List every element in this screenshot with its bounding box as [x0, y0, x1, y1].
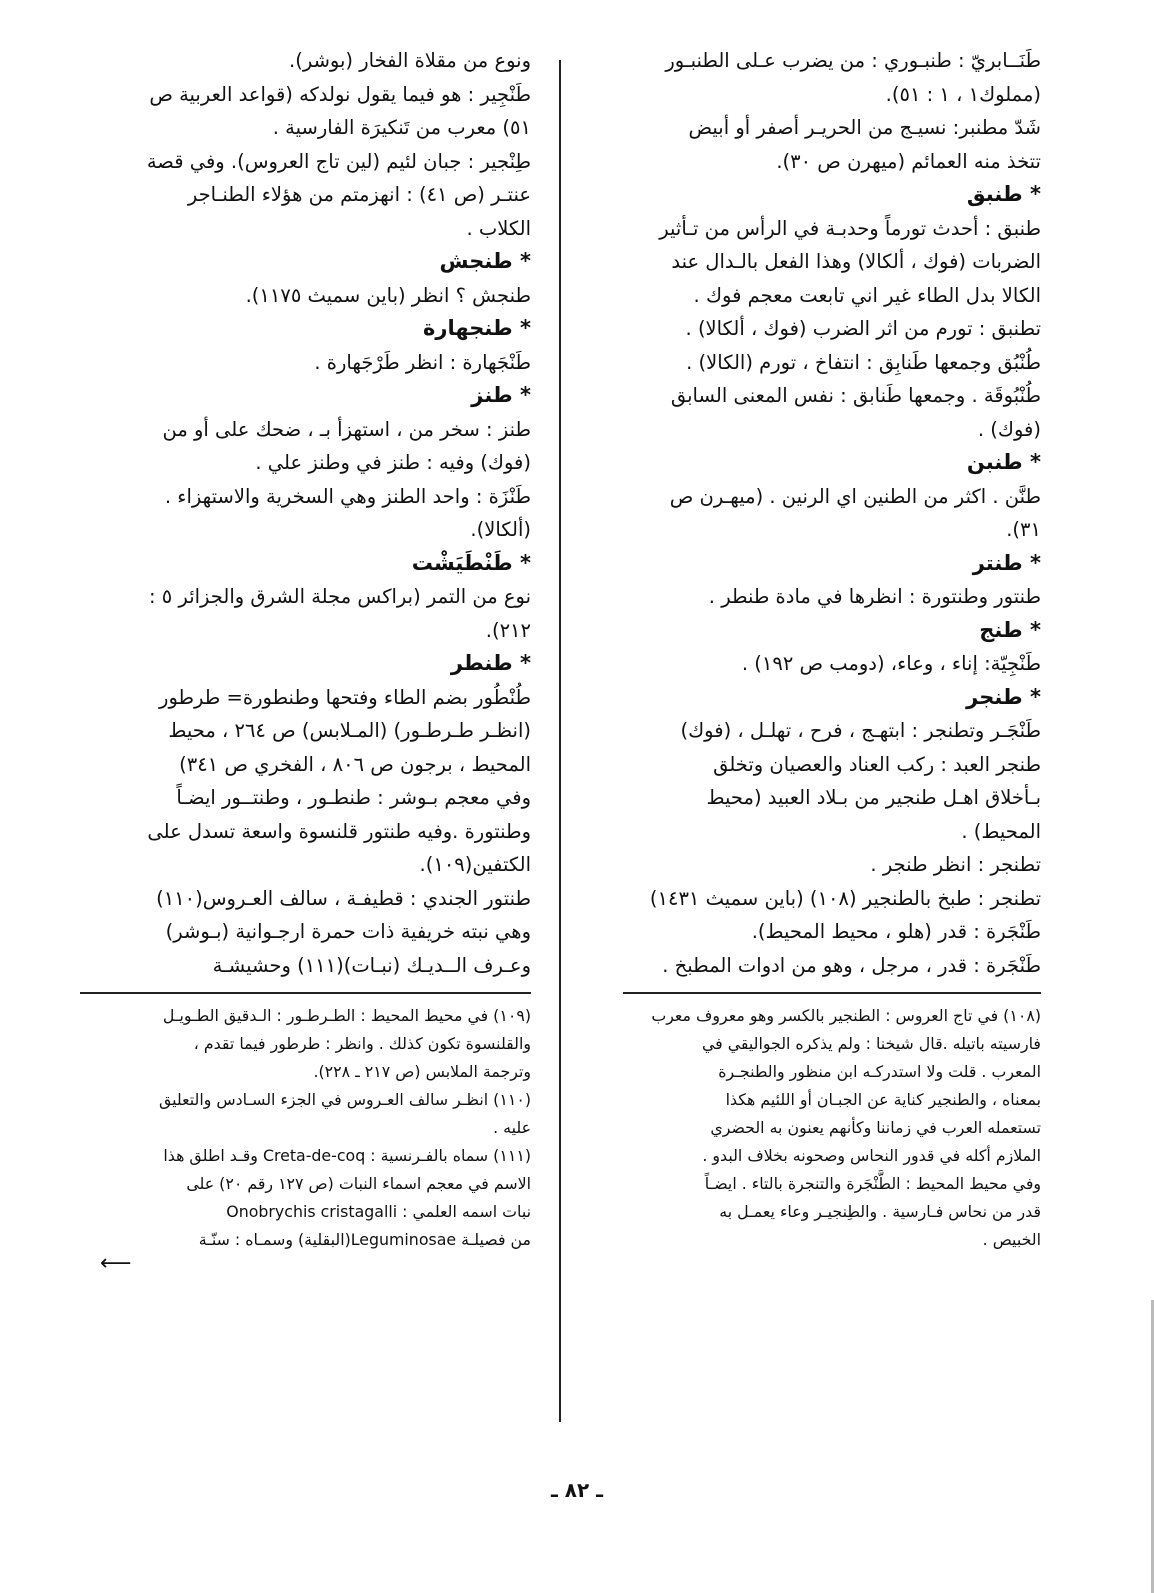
entry-heading: * طنز: [471, 383, 531, 407]
footnote-line: (١١٠) انظـر سالف العـروس في الجزء السـادس والتعليق: [158, 1090, 531, 1109]
entry-heading: * طنج: [979, 617, 1041, 642]
text-line: طَنْجَرة : قدر (هلو ، محيط المحيط).: [751, 920, 1041, 943]
column-divider: [559, 60, 561, 1422]
text-line: (انظـر طـرطـور) (المـلابس) ص ٢٦٤ ، محيط: [168, 719, 531, 742]
entry-heading: * طَنْطَيَشْت: [411, 550, 531, 575]
footnote-line: قدر من نحاس فـارسية . والطِنجيـر وعاء يعمـل به: [719, 1202, 1041, 1221]
text-line: طَنْجَـر وتطنجر : ابتهـج ، فرح ، تهلـل ، (فوك): [680, 719, 1041, 742]
left-column: [80, 44, 531, 1274]
text-line: طَنْجَهارة : انظر طَرْجَهارة .: [314, 350, 531, 374]
footnote-line: الاسم في معجم اسماء النبات (ص ١٢٧ رقم ٢٠) على: [186, 1174, 531, 1193]
entry-heading: * طنبق: [966, 182, 1041, 206]
text-line: المحيط) .: [961, 819, 1041, 843]
text-line: طنز : سخر من ، استهزأ بـ ، ضحك على أو من: [162, 417, 531, 441]
text-line: وهي نبته خريفية ذات حمرة ارجـوانية (بـوشر): [165, 920, 531, 943]
footnote-line: تستعمله العرب في زماننا وكأنهم يعنون به الحضري: [710, 1118, 1041, 1137]
footnote-line: والقلنسوة تكون كذلك . وانظر : طرطور فيما تقدم ،: [193, 1034, 531, 1053]
entry-heading: * طنتر: [972, 550, 1041, 575]
footnote-separator: [80, 992, 531, 994]
text-line: (مملوك١ ، ١ : ٥١).: [885, 82, 1041, 106]
footnote-line: عليه .: [493, 1118, 531, 1137]
text-line: المحيط ، برجون ص ٨٠٦ ، الفخري ص ٣٤١): [179, 752, 531, 776]
text-line: تطنبق : تورم من اثر الضرب (فوك ، ألكالا) .: [685, 317, 1041, 340]
text-line: طَنْجِيّة: إناء ، وعاء، (دومب ص ١٩٢) .: [741, 652, 1041, 675]
footnote-line: الملازم أكله في قدور النحاس وصحونه بخلاف البدو .: [702, 1146, 1041, 1165]
entry-heading: * طنبن: [966, 450, 1041, 474]
text-line: طُنْبُق وجمعها طَنابِق : انتفاخ ، تورم (الكالا) .: [686, 350, 1041, 374]
entry-heading: * طنجهارة: [422, 316, 531, 340]
footnote-line: (١٠٨) في تاج العروس : الطنجير بالكسر وهو معروف معرب: [651, 1006, 1041, 1025]
text-line: شَدّ مطنبر: نسيـج من الحريـر أصفر أو أبيض: [688, 116, 1041, 139]
text-line: طِنْجير : جبان لئيم (لين تاج العروس). وفي قصة: [146, 149, 531, 173]
text-line: بـأخلاق اهـل طنجير من بـلاد العبيد (محيط: [706, 786, 1041, 809]
footnote-line: (١٠٩) في محيط المحيط : الطـرطـور : الـدقيق الطـويـل: [162, 1006, 531, 1025]
footnote-line: من فصيلـة Leguminosae(البقلية) وسمـاه : سنّـة: [198, 1230, 531, 1249]
text-line: (فوك) وفيه : طنز في وطنز علي .: [255, 451, 531, 474]
text-line: الكلاب .: [466, 216, 531, 240]
text-line: الكالا بدل الطاء غير اني تابعت معجم فوك .: [693, 283, 1041, 307]
entry-heading: * طنجر: [966, 684, 1041, 709]
footnote-line: المعرب . قلت ولا استدركـه ابن منظور والطنجـرة: [718, 1062, 1041, 1081]
text-line: طَنْجِير : هو فيما يقول نولدكه (قواعد العربية ص: [149, 82, 531, 106]
footnote-line: فارسيته باتيله .قال شيخنا : ولم يذكره الجواليقي في: [701, 1034, 1041, 1053]
text-line: طنجر العبد : ركب العناد والعصيان وتخلق: [713, 752, 1041, 776]
footnote-line: وترجمة الملابس (ص ٢١٧ ـ ٢٢٨).: [313, 1062, 531, 1081]
text-line: الضربات (فوك ، ألكالا) وهذا الفعل بالـدال عند: [671, 250, 1041, 273]
text-line: ٥١) معرب من تَنكيرَة الفارسية .: [272, 116, 531, 139]
text-line: تطنجر : انظر طنجر .: [870, 853, 1041, 876]
left-column-entries: [80, 44, 531, 982]
text-line: تتخذ منه العمائم (ميهرن ص ٣٠).: [776, 149, 1041, 173]
page-number: ـ ٨٢ ـ: [550, 1478, 604, 1502]
entry-heading: * طنطر: [450, 651, 531, 675]
text-line: طَنْجَرة : قدر ، مرجل ، وهو من ادوات المطبخ .: [662, 953, 1041, 977]
text-line: ٣١).: [1006, 518, 1041, 541]
right-column-entries: [605, 44, 1041, 982]
text-line: تطنجر : طبخ بالطنجير (١٠٨) (باين سميث ١٤٣١): [649, 886, 1041, 910]
footnote-line: الخبيص .: [982, 1230, 1041, 1249]
right-footnotes: [605, 1002, 1041, 1254]
text-line: طنجش ؟ انظر (باين سميث ١١٧٥).: [245, 283, 531, 307]
left-footnotes: [80, 1002, 531, 1254]
footnote-line: (١١١) سماه بالفـرنسية : Creta-de-coq وقـد اطلق هذا: [163, 1146, 531, 1165]
text-line: طُنْبُوقَة . وجمعها طَنابق : نفس المعنى السابق: [670, 384, 1041, 407]
text-line: طنَّن . اكثر من الطنين اي الرنين . (ميهـرن ص: [669, 484, 1041, 508]
text-line: وعـرف الــديـك (نبـات)(١١١) وحشيشـة: [212, 953, 531, 977]
footnote-line: نبات اسمه العلمي : Onobrychis cristagalli: [226, 1202, 531, 1221]
footnote-separator: [623, 992, 1041, 994]
text-line: (فوك) .: [977, 417, 1041, 441]
text-line: طُنْطُور بضم الطاء وفتحها وطنطورة= طرطور: [159, 685, 531, 709]
footnote-line: وفي محيط المحيط : الطَّنْجَرة والتنجرة بالتاء . ايضـاً: [704, 1174, 1041, 1193]
text-line: طنتور وطنتورة : انظرها في مادة طنطر .: [708, 585, 1041, 608]
text-line: ٢١٢).: [485, 618, 531, 642]
text-line: وفي معجم بـوشر : طنطـور ، وطنتــور ايضـاً: [176, 786, 531, 809]
footnote-line: بمعناه ، والطنجير كناية عن الجبـان أو اللئيم هكذا: [725, 1090, 1041, 1109]
text-line: طَنَــابريّ : طنبـوري : من يضرب عـلى الطنبـور: [665, 49, 1041, 72]
text-line: طَنْزَة : واحد الطنز وهي السخرية والاستهزاء .: [164, 484, 531, 508]
right-column: [605, 44, 1041, 1254]
text-line: ونوع من مقلاة الفخار (بوشر).: [289, 49, 531, 72]
text-line: وطنتورة .وفيه طنتور قلنسوة واسعة تسدل على: [147, 819, 531, 843]
text-line: عنتـر (ص ٤١) : انهزمتم من هؤلاء الطنـاجر: [187, 183, 531, 206]
text-line: (ألكالا).: [470, 518, 531, 541]
text-line: نوع من التمر (براكس مجلة الشرق والجزائر ٥ :: [148, 585, 531, 608]
entry-heading: * طنجش: [439, 249, 531, 273]
text-line: الكتفين(١٠٩).: [419, 853, 531, 876]
continuation-arrow: ⟵: [100, 1251, 132, 1276]
text-line: طنتور الجندي : قطيفـة ، سالف العـروس(١١٠): [156, 886, 531, 910]
text-line: طنبق : أحدث تورماً وحدبـة في الرأس من تـأثير: [659, 216, 1041, 240]
